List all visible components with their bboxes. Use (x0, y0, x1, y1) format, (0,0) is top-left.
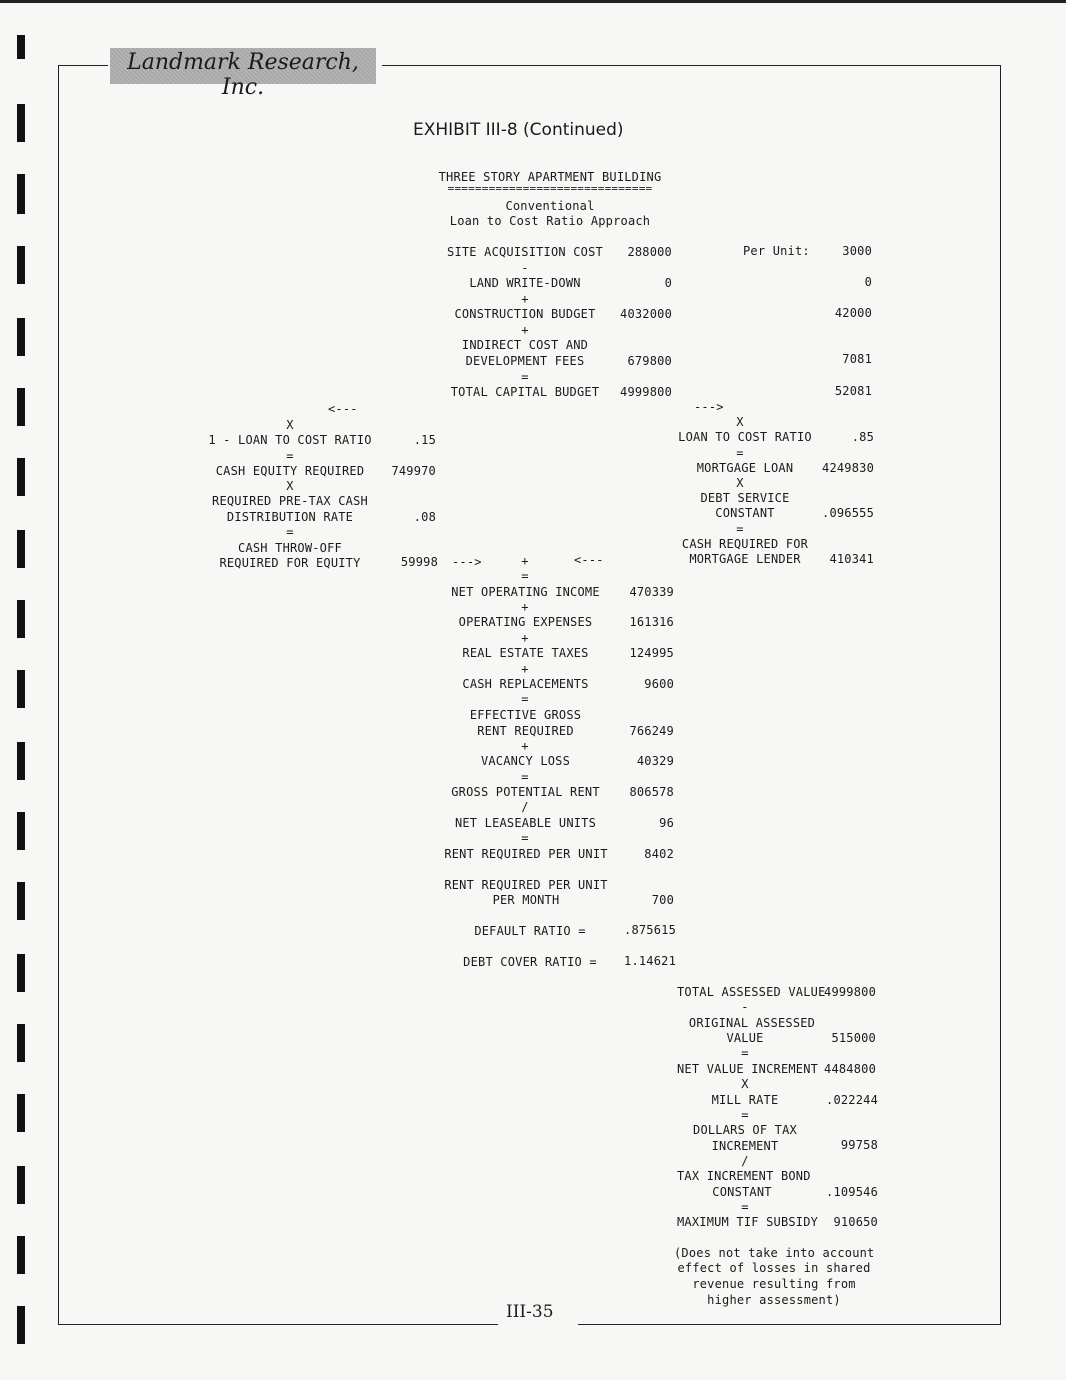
original-assessed-value: 515000 (831, 1031, 876, 1045)
constant-label: CONSTANT (715, 506, 775, 520)
distribution-rate-value: .08 (413, 510, 436, 524)
effective-gross-rent-value: 766249 (629, 724, 674, 738)
operator: = (521, 370, 529, 384)
frame-border (58, 1324, 498, 1325)
subtitle-approach: Loan to Cost Ratio Approach (449, 214, 651, 228)
operator: / (741, 1154, 749, 1168)
operator: + (521, 600, 529, 614)
cash-required-label: CASH REQUIRED FOR (681, 537, 809, 551)
cash-throw-off-value: 59998 (400, 555, 438, 569)
footnote-line: effect of losses in shared (677, 1261, 871, 1275)
operator: - (521, 261, 529, 275)
dollars-of-tax-label: DOLLARS OF TAX (693, 1123, 797, 1137)
rent-per-month-value: 700 (651, 893, 674, 907)
cash-replacements-label: CASH REPLACEMENTS (462, 677, 589, 691)
subtitle-building: THREE STORY APARTMENT BUILDING (438, 170, 662, 184)
company-logo-text: Landmark Research, Inc. (127, 50, 359, 100)
binder-hole-mark (17, 812, 25, 850)
total-capital-budget-value: 4999800 (620, 385, 672, 399)
operator: X (736, 415, 744, 429)
constant-label: CONSTANT (712, 1185, 772, 1199)
subtitle-conventional: Conventional (505, 199, 595, 213)
binder-hole-mark (17, 1166, 25, 1204)
gross-potential-rent-value: 806578 (629, 785, 674, 799)
operator: = (521, 831, 529, 845)
binder-hole-mark (17, 1306, 25, 1344)
indirect-cost-per-unit: 7081 (842, 352, 872, 366)
construction-budget-label: CONSTRUCTION BUDGET (454, 307, 596, 321)
binder-hole-mark (17, 174, 25, 214)
land-write-down-value: 0 (664, 276, 672, 290)
operator: = (741, 1046, 749, 1060)
arrow-right: ---> (694, 400, 724, 414)
operator: / (521, 800, 529, 814)
exhibit-title: EXHIBIT III-8 (Continued) (413, 120, 624, 140)
debt-service-label: DEBT SERVICE (700, 491, 790, 505)
operator: X (286, 479, 294, 493)
frame-border (1000, 65, 1001, 1324)
real-estate-taxes-label: REAL ESTATE TAXES (462, 646, 589, 660)
binder-hole-mark (17, 954, 25, 992)
operator: + (521, 323, 529, 337)
cash-equity-required-label: CASH EQUITY REQUIRED (215, 464, 365, 478)
operator: - (741, 1000, 749, 1014)
operator: X (736, 476, 744, 490)
mill-rate-value: .022244 (826, 1093, 878, 1107)
tax-increment-bond-constant-value: .109546 (826, 1185, 878, 1199)
noi-value: 470339 (629, 585, 674, 599)
noi-label: NET OPERATING INCOME (451, 585, 600, 599)
binder-hole-mark (17, 1024, 25, 1062)
rent-per-unit-month-label: RENT REQUIRED PER UNIT (444, 878, 608, 892)
operator: + (521, 662, 529, 676)
increment-label: INCREMENT (711, 1139, 779, 1153)
binder-hole-mark (17, 388, 25, 426)
debt-cover-ratio-label: DEBT COVER RATIO = (463, 955, 597, 969)
operator: = (521, 692, 529, 706)
arrow-left: <--- (328, 402, 358, 416)
net-value-increment-value: 4484800 (824, 1062, 876, 1076)
cash-required-lender-value: 410341 (829, 552, 874, 566)
effective-gross-label: EFFECTIVE GROSS (469, 708, 582, 722)
operator: X (741, 1077, 749, 1091)
maximum-tif-subsidy-value: 910650 (833, 1215, 878, 1229)
operator: + (521, 554, 529, 568)
operating-expenses-value: 161316 (629, 615, 674, 629)
operator: = (741, 1200, 749, 1214)
value-label: VALUE (726, 1031, 764, 1045)
subtitle-underline: ============================== (447, 182, 653, 195)
binder-hole-mark (17, 1094, 25, 1132)
pre-tax-cash-label: REQUIRED PRE-TAX CASH (212, 494, 368, 508)
total-assessed-value-label: TOTAL ASSESSED VALUE (677, 985, 826, 999)
arrow-left: <--- (574, 553, 604, 567)
net-leaseable-units-value: 96 (659, 816, 674, 830)
binder-hole-mark (17, 458, 25, 496)
gross-potential-rent-label: GROSS POTENTIAL RENT (451, 785, 600, 799)
per-month-label: PER MONTH (492, 893, 560, 907)
default-ratio-label: DEFAULT RATIO = (474, 924, 586, 938)
operator: = (736, 522, 744, 536)
site-acquisition-label: SITE ACQUISITION COST (447, 245, 603, 259)
binder-hole-mark (17, 35, 25, 59)
operator: = (736, 446, 744, 460)
operator: = (521, 569, 529, 583)
mortgage-loan-value: 4249830 (822, 461, 874, 475)
construction-budget-value: 4032000 (620, 307, 672, 321)
land-write-down-per-unit: 0 (864, 275, 872, 289)
binder-hole-mark (17, 1236, 25, 1274)
default-ratio-value: .875615 (624, 923, 676, 937)
cash-equity-required-value: 749970 (391, 464, 436, 478)
company-logo (110, 48, 376, 100)
operator: = (286, 449, 294, 463)
mill-rate-label: MILL RATE (711, 1093, 779, 1107)
binder-hole-mark (17, 318, 25, 356)
binder-hole-mark (17, 600, 25, 638)
operator: + (521, 631, 529, 645)
one-minus-ltc-label: 1 - LOAN TO COST RATIO (208, 433, 372, 447)
footnote-line: higher assessment) (707, 1293, 841, 1307)
development-fees-label: DEVELOPMENT FEES (465, 354, 585, 368)
original-assessed-label: ORIGINAL ASSESSED (688, 1016, 816, 1030)
page-number: III-35 (506, 1302, 554, 1322)
tax-increment-bond-label: TAX INCREMENT BOND (677, 1169, 811, 1183)
binder-hole-mark (17, 742, 25, 780)
operator: = (521, 770, 529, 784)
site-acquisition-per-unit: 3000 (842, 244, 872, 258)
construction-budget-per-unit: 42000 (834, 306, 872, 320)
per-unit-label: Per Unit: (743, 244, 810, 258)
binder-hole-mark (17, 246, 25, 284)
cash-replacements-value: 9600 (644, 677, 674, 691)
one-minus-ltc-value: .15 (413, 433, 436, 447)
rent-per-unit-value: 8402 (644, 847, 674, 861)
rent-required-label: RENT REQUIRED (477, 724, 574, 738)
operator: = (286, 525, 294, 539)
mortgage-lender-label: MORTGAGE LENDER (689, 552, 801, 566)
operator: = (741, 1108, 749, 1122)
maximum-tif-subsidy-label: MAXIMUM TIF SUBSIDY (677, 1215, 819, 1229)
ltc-ratio-label: LOAN TO COST RATIO (678, 430, 812, 444)
vacancy-loss-value: 40329 (636, 754, 674, 768)
vacancy-loss-label: VACANCY LOSS (480, 754, 571, 768)
frame-border (58, 65, 108, 66)
binder-hole-mark (17, 104, 25, 142)
binder-hole-mark (17, 882, 25, 920)
total-assessed-value-value: 4999800 (824, 985, 876, 999)
footnote-line: revenue resulting from (692, 1277, 856, 1291)
binder-hole-mark (17, 670, 25, 708)
ltc-ratio-value: .85 (851, 430, 874, 444)
indirect-cost-label: INDIRECT COST AND (461, 338, 589, 352)
cash-throw-off-label: CASH THROW-OFF (238, 541, 342, 555)
binder-hole-mark (17, 530, 25, 568)
debt-service-constant-value: .096555 (822, 506, 874, 520)
operating-expenses-label: OPERATING EXPENSES (458, 615, 593, 629)
frame-border (58, 65, 59, 1324)
real-estate-taxes-value: 124995 (629, 646, 674, 660)
required-for-equity-label: REQUIRED FOR EQUITY (219, 556, 361, 570)
distribution-rate-label: DISTRIBUTION RATE (226, 510, 354, 524)
operator: + (521, 292, 529, 306)
arrow-right: ---> (452, 555, 482, 569)
land-write-down-label: LAND WRITE-DOWN (469, 276, 581, 290)
rent-per-unit-label: RENT REQUIRED PER UNIT (444, 847, 608, 861)
operator: X (286, 418, 294, 432)
page-top-edge (0, 0, 1066, 3)
mortgage-loan-label: MORTGAGE LOAN (696, 461, 794, 475)
frame-border (382, 65, 1001, 66)
frame-border (578, 1324, 1001, 1325)
indirect-cost-value: 679800 (627, 354, 672, 368)
total-capital-budget-label: TOTAL CAPITAL BUDGET (450, 385, 600, 399)
net-leaseable-units-label: NET LEASEABLE UNITS (454, 816, 597, 830)
debt-cover-ratio-value: 1.14621 (624, 954, 676, 968)
net-value-increment-label: NET VALUE INCREMENT (677, 1062, 819, 1076)
dollars-of-tax-increment-value: 99758 (840, 1138, 878, 1152)
footnote-line: (Does not take into account (674, 1246, 875, 1260)
operator: + (521, 739, 529, 753)
total-capital-budget-per-unit: 52081 (834, 384, 872, 398)
site-acquisition-value: 288000 (627, 245, 672, 259)
